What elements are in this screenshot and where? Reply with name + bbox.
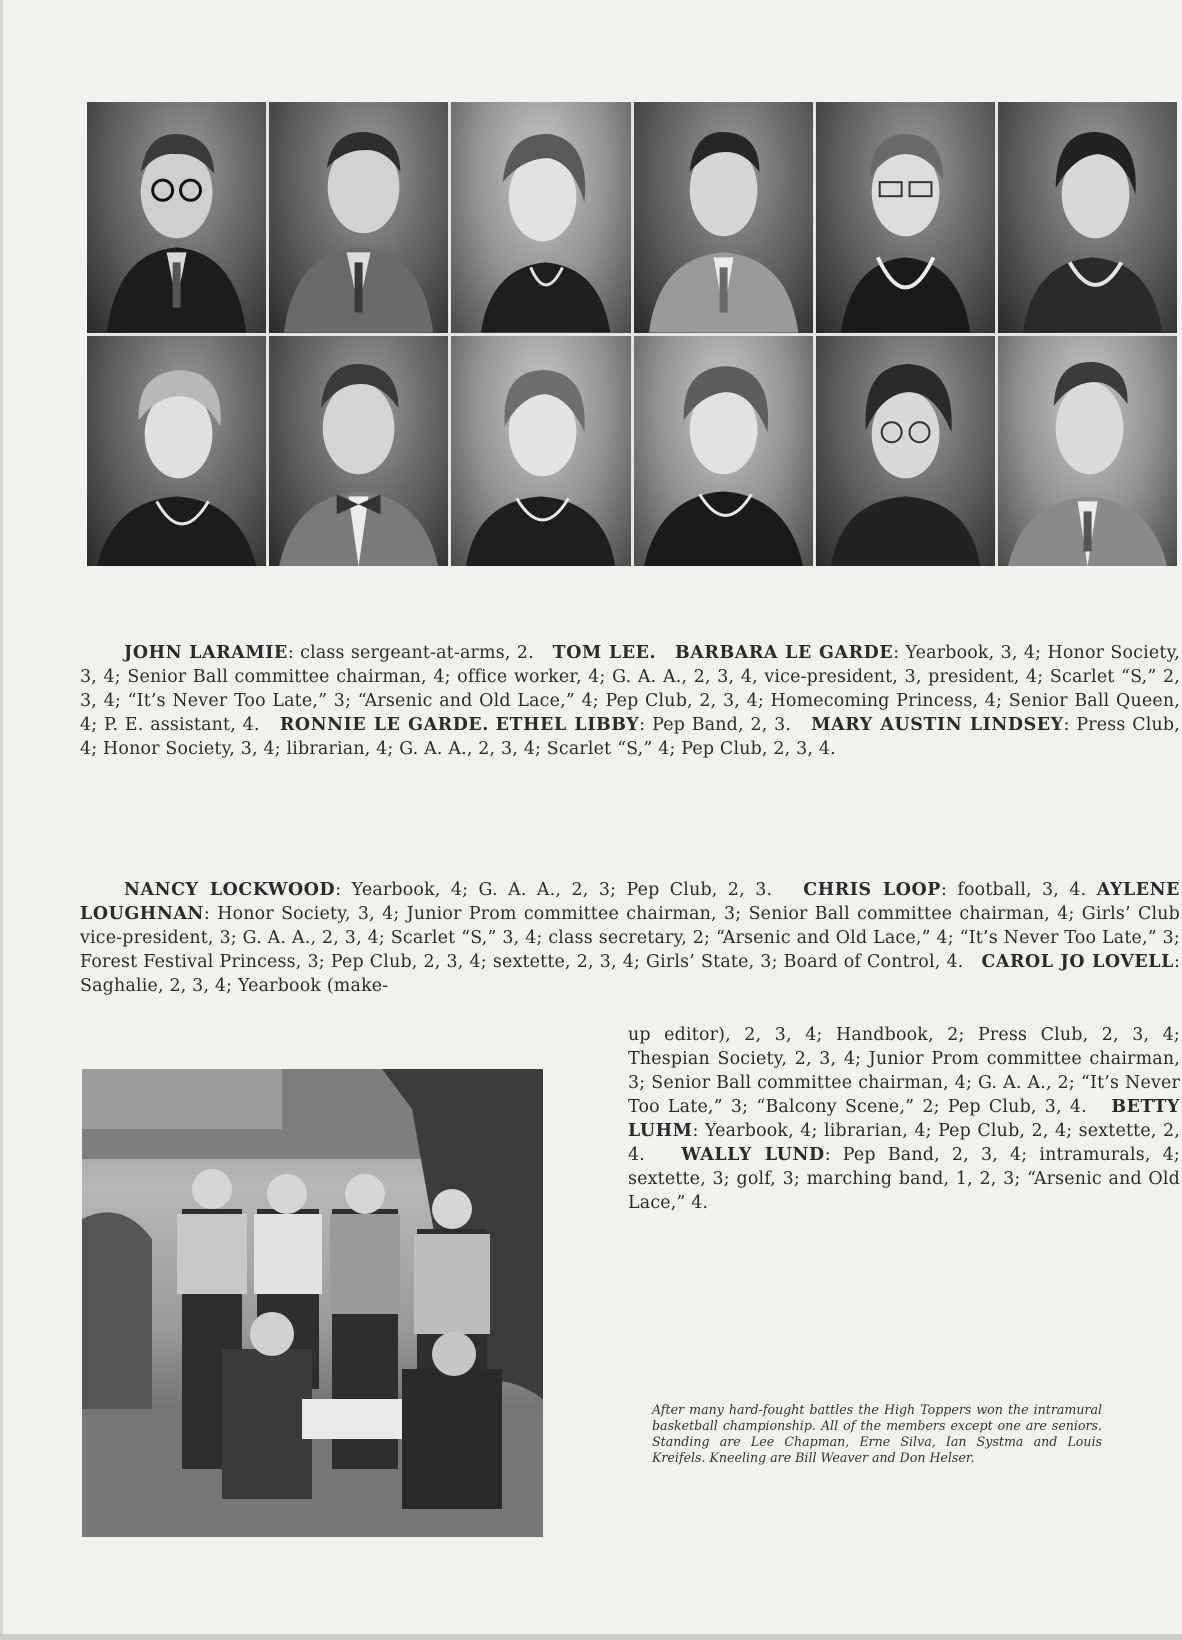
- senior-name: AYLENE LOUGHNAN: [80, 880, 1181, 924]
- senior-entries-block-1: [80, 641, 1180, 761]
- page-edge-bottom: [0, 1634, 1182, 1640]
- portrait-figure: [269, 102, 448, 333]
- portrait-photo: [634, 102, 813, 333]
- senior-name: ETHEL LIBBY: [495, 715, 640, 735]
- senior-name: WALLY LUND: [681, 1145, 825, 1165]
- senior-activities: : Pep Band, 2, 3.: [639, 715, 792, 735]
- portrait-photo: [816, 102, 995, 333]
- portrait-figure: [634, 336, 813, 567]
- senior-portrait-grid: [87, 102, 1177, 566]
- portrait-photo: [269, 102, 448, 333]
- senior-name: MARY AUSTIN LINDSEY: [811, 715, 1064, 735]
- senior-activities: : Honor Society, 3, 4; Junior Prom committee chairman, 3; Senior Ball committee chairman, 4; Girls’ Club vice-president, 3; G. A. A., 2, 3, 4; Scarlet “S,” 3, 4; class secretary, 2; “Arsenic and Old Lace,” 4; “It’s Never Too Late,” 3; Forest Festival Princess, 3; Pep Club, 2, 3, 4; sextette, 2, 3, 4; Girls’ State, 3; Board of Control, 4.: [80, 904, 1180, 972]
- portrait-figure: [87, 102, 266, 333]
- portrait-photo: [451, 336, 630, 567]
- senior-activities: : football, 3, 4.: [940, 880, 1087, 900]
- senior-activities: : Saghalie, 2, 3, 4; Yearbook (make-: [80, 952, 1181, 996]
- portrait-figure: [87, 336, 266, 567]
- portrait-figure: [998, 336, 1177, 567]
- portrait-photo: [87, 336, 266, 567]
- senior-activities: : Pep Band, 2, 3, 4; intramurals, 4; sextette, 3; golf, 3; marching band, 1, 2, 3; “Arsenic and Old Lace,” 4.: [628, 1145, 1180, 1213]
- portrait-figure: [451, 336, 630, 567]
- senior-name: CAROL JO LOVELL: [981, 952, 1174, 972]
- portrait-figure: [451, 102, 630, 333]
- senior-activities: : Yearbook, 3, 4; Honor Society, 3, 4; Senior Ball committee chairman, 4; office worker, 4; G. A. A., 2, 3, 4, vice-president, 3, president, 4; Scarlet “S,” 2, 3, 4; “It’s Never Too Late,” 3; “Arsenic and Old Lace,” 4; Pep Club, 2, 3, 4; Homecoming Princess, 4; Senior Ball Queen, 4; P. E. assistant, 4.: [80, 643, 1181, 735]
- portrait-photo: [816, 336, 995, 567]
- portrait-figure: [634, 102, 813, 333]
- portrait-photo: [634, 336, 813, 567]
- portrait-figure: [269, 336, 448, 567]
- portrait-photo: [451, 102, 630, 333]
- portrait-figure: [816, 336, 995, 567]
- page-edge: [0, 0, 3, 1640]
- portrait-figure: [816, 102, 995, 333]
- senior-entries-block-3: [628, 1023, 1180, 1215]
- group-photo-caption: After many hard-fought battles the High Toppers won the intramural basketball championship. All of the members except one are seniors. Standing are Lee Chapman, Erne Silva, Ian Systma and Louis Kreifels. Kneeling are Bill Weaver and Don Helser.: [652, 1402, 1102, 1465]
- senior-name: JOHN LARAMIE: [124, 643, 288, 663]
- portrait-photo: [998, 102, 1177, 333]
- senior-name: BARBARA LE GARDE: [675, 643, 894, 663]
- group-photo-scene: [82, 1069, 543, 1537]
- senior-name: NANCY LOCKWOOD: [124, 880, 336, 900]
- senior-activities: : Yearbook, 4; librarian, 4; Pep Club, 2, 4; sextette, 2, 4.: [628, 1121, 1180, 1165]
- portrait-photo: [269, 336, 448, 567]
- group-photo: [82, 1069, 543, 1537]
- senior-name: RONNIE LE GARDE.: [279, 715, 489, 735]
- senior-activities: up editor), 2, 3, 4; Handbook, 2; Press Club, 2, 3, 4; Thespian Society, 2, 3, 4; Junior Prom committee chairman, 3; Senior Ball committee chairman, 4; G. A. A., 2; “It’s Never Too Late,” 3; “Balcony Scene,” 2; Pep Club, 3, 4.: [628, 1025, 1180, 1117]
- senior-name: TOM LEE.: [552, 643, 657, 663]
- portrait-figure: [998, 102, 1177, 333]
- portrait-photo: [998, 336, 1177, 567]
- senior-activities: : Yearbook, 4; G. A. A., 2, 3; Pep Club, 2, 3.: [335, 880, 773, 900]
- portrait-photo: [87, 102, 266, 333]
- senior-name: BETTY LUHM: [628, 1097, 1181, 1141]
- senior-name: CHRIS LOOP: [803, 880, 941, 900]
- senior-activities: : Press Club, 4; Honor Society, 3, 4; librarian, 4; G. A. A., 2, 3, 4; Scarlet “S,” 4; Pep Club, 2, 3, 4.: [80, 715, 1180, 759]
- senior-activities: : class sergeant-at-arms, 2.: [287, 643, 534, 663]
- senior-entries-block-2: [80, 878, 1180, 998]
